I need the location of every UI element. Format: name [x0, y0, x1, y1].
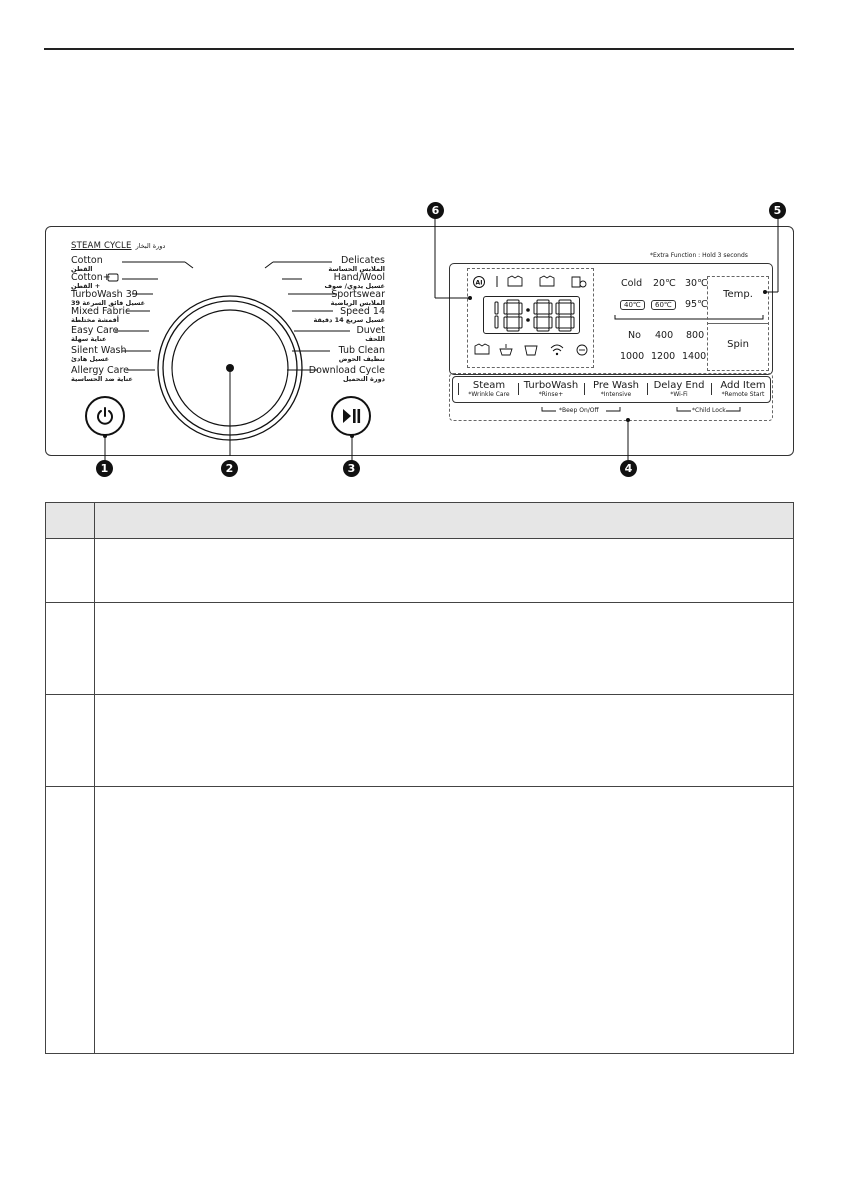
program-download-cycle[interactable]: [309, 366, 385, 383]
program-label: Silent Wash: [71, 345, 127, 356]
button-sublabel: *Wrinkle Care: [468, 391, 510, 398]
program-label-ar: تنظيف الحوض: [338, 355, 385, 363]
program-label-ar: دورة التحميل: [342, 375, 385, 383]
spin-button[interactable]: Spin: [727, 339, 749, 350]
program-sportswear[interactable]: [331, 290, 385, 307]
program-silent-wash[interactable]: [71, 346, 127, 363]
program-mixed-fabric[interactable]: [71, 307, 130, 324]
callout-4: 4: [620, 460, 637, 477]
lcd-top-icons: [472, 272, 590, 292]
indicator-bar: [584, 383, 585, 395]
program-duvet[interactable]: [356, 326, 385, 343]
table-header-description: [95, 503, 794, 539]
program-label: Speed 14: [340, 306, 385, 317]
button-label: Delay End: [653, 380, 705, 391]
power-button[interactable]: [85, 396, 125, 436]
program-label-ar: اللحف: [365, 335, 385, 343]
program-label-ar: 39 غسيل فائق السرعة: [71, 299, 146, 307]
spin-1400: 1400: [682, 351, 707, 362]
callout-6-leader: [430, 216, 475, 306]
table-cell: [46, 695, 95, 787]
program-label: TurboWash 39: [71, 289, 138, 300]
spin-no: No: [628, 330, 641, 341]
callout-5: 5: [769, 202, 786, 219]
temp-60: [651, 299, 676, 310]
program-label-ar: غسيل يدوي/ صوف: [324, 282, 385, 290]
program-label-ar: غسيل سريع 14 دقيقة: [313, 316, 385, 324]
lcd-bottom-icons: [472, 340, 590, 360]
callout-4-leader: [623, 417, 633, 462]
program-label: Delicates: [340, 255, 385, 266]
callout-1: 1: [96, 460, 113, 477]
temp-spin-divider: [707, 323, 769, 324]
program-label: Sportswear: [331, 289, 385, 300]
seven-segment-digits: [484, 297, 579, 333]
table-cell: [95, 539, 794, 603]
power-icon: [95, 406, 115, 426]
extra-function-note: *Extra Function : Hold 3 seconds: [650, 252, 748, 259]
spin-800: 800: [686, 330, 705, 341]
delay-end-button[interactable]: [652, 380, 706, 398]
callout-6: 6: [427, 202, 444, 219]
button-label: Add Item: [720, 380, 766, 391]
program-label-ar: عناية ضد الحساسية: [71, 375, 133, 383]
indicator-bar: [711, 383, 712, 395]
program-hand-wool[interactable]: [324, 273, 385, 290]
table-header-number: [46, 503, 95, 539]
temp-95: 95℃: [685, 299, 708, 310]
indicator-bar: [458, 383, 459, 395]
steam-cycle-label: STEAM CYCLE: [71, 241, 132, 251]
program-speed-14[interactable]: [313, 307, 385, 324]
table-cell: [46, 787, 95, 1054]
table-row: [46, 787, 794, 1054]
table-cell: [95, 695, 794, 787]
digit-display: [483, 296, 580, 334]
temp-30: 30℃: [685, 278, 708, 289]
pre-wash-button[interactable]: [590, 380, 642, 398]
indicator-bar: [647, 383, 648, 395]
program-turbowash-39[interactable]: [71, 290, 145, 307]
button-sublabel: *Wi-Fi: [670, 391, 688, 398]
table-cell: [46, 539, 95, 603]
program-label-ar: القطن: [71, 265, 93, 273]
add-item-button[interactable]: [716, 380, 770, 398]
table-row: [46, 695, 794, 787]
table-row: [46, 603, 794, 695]
program-cotton[interactable]: [71, 256, 103, 273]
turbowash-button[interactable]: [523, 380, 579, 398]
button-sublabel: *Remote Start: [721, 391, 765, 398]
program-label: Cotton+: [71, 272, 111, 283]
table-cell: [95, 603, 794, 695]
program-cotton-plus[interactable]: [71, 273, 111, 290]
steam-cycle-arabic: دورة البخار: [135, 242, 166, 250]
temp-button[interactable]: Temp.: [723, 289, 753, 300]
program-label-ar: الملابس الرياضية: [330, 299, 385, 307]
temp-60-badge: 60℃: [651, 300, 676, 310]
temp-cold: Cold: [621, 278, 643, 289]
start-pause-button[interactable]: [331, 396, 371, 436]
program-label-ar: القطن +: [71, 282, 101, 290]
temp-40: [620, 299, 645, 310]
button-label: Pre Wash: [592, 380, 639, 391]
program-label-ar: أقمشة مختلطة: [71, 316, 119, 324]
callout-5-leader: [760, 216, 790, 296]
button-label: TurboWash: [523, 380, 579, 391]
table-row: [46, 539, 794, 603]
spin-400: 400: [655, 330, 674, 341]
spin-1000: 1000: [620, 351, 645, 362]
play-pause-icon: [340, 406, 362, 426]
callout-3: 3: [343, 460, 360, 477]
program-label: Tub Clean: [338, 345, 385, 356]
program-label: Allergy Care: [71, 365, 130, 376]
program-label: Hand/Wool: [333, 272, 385, 283]
program-label: Easy Care: [71, 325, 119, 336]
program-label-ar: غسيل هادئ: [71, 355, 110, 363]
program-label: Cotton: [71, 255, 103, 266]
program-label-ar: عناية سهلة: [71, 335, 107, 343]
program-label: Duvet: [356, 325, 385, 336]
program-label: Download Cycle: [308, 365, 385, 376]
description-table: [45, 502, 794, 1054]
program-allergy-care[interactable]: [71, 366, 133, 383]
table-cell: [46, 603, 95, 695]
program-easy-care[interactable]: [71, 326, 118, 343]
button-sublabel: *Rinse+: [538, 391, 564, 398]
indicator-bar: [518, 383, 519, 395]
program-delicates[interactable]: [328, 256, 385, 273]
program-label: Mixed Fabric: [71, 306, 131, 317]
callout-2: 2: [221, 460, 238, 477]
temp-20: 20℃: [653, 278, 676, 289]
steam-button[interactable]: [465, 380, 513, 398]
table-cell: [95, 787, 794, 1054]
program-tub-clean[interactable]: [339, 346, 385, 363]
button-sublabel: *Intensive: [600, 391, 632, 398]
svg-text:AI: AI: [475, 279, 483, 287]
top-rule: [44, 48, 794, 50]
table-header-row: [46, 503, 794, 539]
program-label-ar: الملابس الحساسة: [328, 265, 385, 273]
button-label: Steam: [472, 380, 506, 391]
spin-1200: 1200: [651, 351, 676, 362]
beep-note: *Beep On/Off: [559, 407, 599, 414]
child-lock-note: *Child Lock: [692, 407, 726, 414]
temp-40-badge: 40℃: [620, 300, 645, 310]
